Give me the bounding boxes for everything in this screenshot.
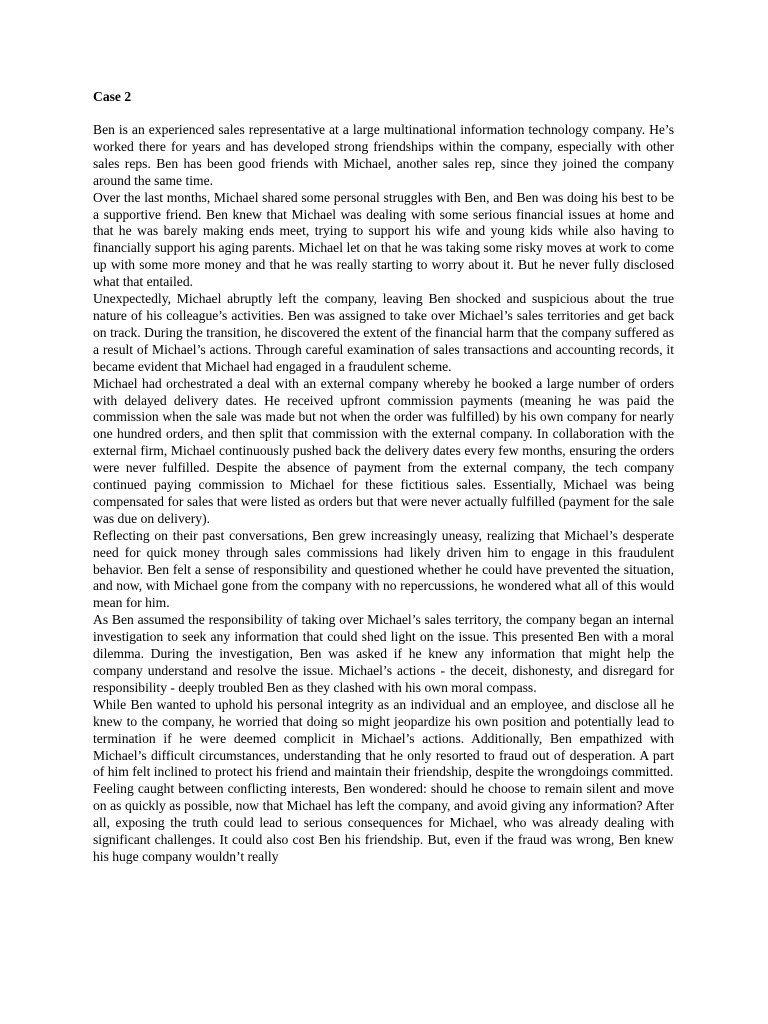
paragraph-integrity: While Ben wanted to uphold his personal integrity as an individual and an employee, and disclose all he knew to the company, he worried that doing so might jeopardize his own position and potentially lead to termination if he were deemed complicit in Michael’s actions. Additionally, Ben empathized with Michael’s difficult circumstances, understanding that he only resorted to fraud out of desperation. A part of him felt inclined to protect his friend and maintain their friendship, despite the wrongdoings committed. [93,696,674,780]
paragraph-struggles: Over the last months, Michael shared some personal struggles with Ben, and Ben was doing his best to be a supportive friend. Ben knew that Michael was dealing with some serious financial issues at home and that he was barely making ends meet, trying to support his wife and young kids while also having to financially support his aging parents. Michael let on that he was taking some risky moves at work to come up with some more money and that he was really starting to worry about it. But he never fully disclosed what that entailed. [93,189,674,290]
paragraph-intro: Ben is an experienced sales representative at a large multinational information technology company. He’s worked there for years and has developed strong friendships within the company, especially with other sales reps. Ben has been good friends with Michael, another sales rep, since they joined the company around the same time. [93,122,674,188]
paragraph-reflection: Reflecting on their past conversations, Ben grew increasingly uneasy, realizing that Michael’s desperate need for quick money through sales commissions had likely driven him to engage in this fraudulent behavior. Ben felt a sense of responsibility and questioned whether he could have prevented the situation, and now, with Michael gone from the company with no repercussions, he wondered what all of this would mean for him. [93,527,674,611]
document-body [93,88,674,866]
paragraph-conflict: Feeling caught between conflicting interests, Ben wondered: should he choose to remain silent and move on as quickly as possible, now that Michael has left the company, and avoid giving any information? After all, exposing the truth could lead to serious consequences for Michael, who was already dealing with significant challenges. It could also cost Ben his friendship. But, even if the fraud was wrong, Ben knew his huge company wouldn’t really [93,781,674,864]
case-heading: Case 2 [93,89,132,104]
paragraph-investigation: As Ben assumed the responsibility of taking over Michael’s sales territory, the company began an internal investigation to seek any information that could shed light on the issue. This presented Ben with a moral dilemma. During the investigation, Ben was asked if he knew any information that might help the company understand and resolve the issue. Michael’s actions - the deceit, dishonesty, and disregard for responsibility - deeply troubled Ben as they clashed with his own moral compass. [93,612,674,695]
paragraph-departure: Unexpectedly, Michael abruptly left the company, leaving Ben shocked and suspicious about the true nature of his colleague’s activities. Ben was assigned to take over Michael’s sales territories and get back on track. During the transition, he discovered the extent of the financial harm that the company suffered as a result of Michael’s actions. Through careful examination of sales transactions and accounting records, it became evident that Michael had engaged in a fraudulent scheme. [93,291,674,374]
paragraph-scheme: Michael had orchestrated a deal with an external company whereby he booked a large number of orders with delayed delivery dates. He received upfront commission payments (meaning he was paid the commission when the sale was made but not when the order was fulfilled) by his own company for nearly one hundred orders, and then split that commission with the external company. In collaboration with the external firm, Michael continuously pushed back the delivery dates every few months, ensuring the orders were never fulfilled. Despite the absence of payment from the external company, the tech company continued paying commission to Michael for these fictitious sales. Essentially, Michael was being compensated for sales that were listed as orders but that were never actually fulfilled (payment for the sale was due on delivery). [93,375,674,526]
